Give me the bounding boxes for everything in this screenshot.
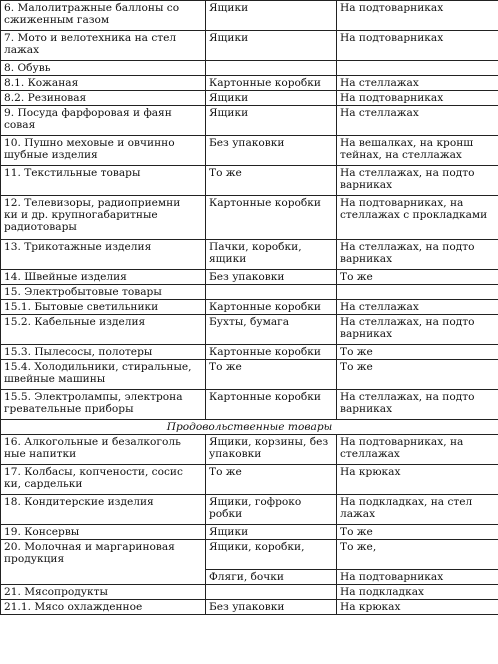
table-row xyxy=(1,435,498,465)
cell-storage-method: То же xyxy=(337,345,498,360)
cell-storage-method xyxy=(337,61,498,76)
cell-storage-method xyxy=(337,285,498,300)
table-row xyxy=(1,240,498,270)
table-row xyxy=(1,196,498,240)
table-row xyxy=(1,315,498,345)
cell-storage-method: На стеллажах, на подто варниках xyxy=(337,315,498,345)
cell-product-group: 15.5. Электролампы, электрона гревательные приборы xyxy=(1,390,206,420)
cell-product-group: 13. Трикотажные изделия xyxy=(1,240,206,270)
cell-packaging: Картонные коробки xyxy=(206,300,337,315)
cell-product-group: 21.1. Мясо охлажденное xyxy=(1,600,206,615)
storage-table-body xyxy=(1,1,498,615)
cell-product-group: 8. Обувь xyxy=(1,61,206,76)
table-row xyxy=(1,285,498,300)
cell-packaging: Ящики xyxy=(206,106,337,136)
cell-storage-method: На подтоварниках xyxy=(337,91,498,106)
cell-product-group: 6. Малолитражные баллоны со сжиженным газом xyxy=(1,1,206,31)
cell-packaging xyxy=(206,61,337,76)
cell-packaging: То же xyxy=(206,166,337,196)
cell-product-group: 10. Пушно меховые и овчинно шубные изделия xyxy=(1,136,206,166)
table-row xyxy=(1,585,498,600)
cell-storage-method: То же, xyxy=(337,540,498,570)
table-row xyxy=(1,360,498,390)
cell-storage-method: На стеллажах, на подто варниках xyxy=(337,166,498,196)
cell-product-group: 7. Мото и велотехника на стел лажах xyxy=(1,31,206,61)
cell-storage-method: То же xyxy=(337,270,498,285)
cell-packaging: Бухты, бумага xyxy=(206,315,337,345)
table-row xyxy=(1,270,498,285)
table-row xyxy=(1,31,498,61)
cell-storage-method: На крюках xyxy=(337,600,498,615)
cell-product-group: 20. Молочная и маргариновая продукция xyxy=(1,540,206,585)
cell-storage-method: На подтоварниках, на стеллажах xyxy=(337,435,498,465)
cell-product-group: 15.3. Пылесосы, полотеры xyxy=(1,345,206,360)
cell-packaging: Без упаковки xyxy=(206,600,337,615)
cell-packaging xyxy=(206,285,337,300)
table-row xyxy=(1,91,498,106)
cell-product-group: 18. Кондитерские изделия xyxy=(1,495,206,525)
cell-packaging: Ящики, коробки, xyxy=(206,540,337,570)
cell-storage-method: На подкладках, на стел лажах xyxy=(337,495,498,525)
table-row xyxy=(1,61,498,76)
table-row xyxy=(1,76,498,91)
table-row xyxy=(1,525,498,540)
cell-product-group: 8.1. Кожаная xyxy=(1,76,206,91)
cell-product-group: 16. Алкогольные и безалкоголь ные напитки xyxy=(1,435,206,465)
cell-product-group: 17. Колбасы, копчености, сосис ки, сардельки xyxy=(1,465,206,495)
cell-product-group: 12. Телевизоры, радиоприемни ки и др. крупногабаритные радиотовары xyxy=(1,196,206,240)
cell-storage-method: На крюках xyxy=(337,465,498,495)
table-row xyxy=(1,600,498,615)
cell-packaging: Фляги, бочки xyxy=(206,570,337,585)
table-row xyxy=(1,106,498,136)
cell-packaging: Ящики xyxy=(206,525,337,540)
cell-packaging: То же xyxy=(206,465,337,495)
cell-packaging: Ящики xyxy=(206,91,337,106)
cell-packaging: Картонные коробки xyxy=(206,390,337,420)
cell-packaging: Картонные коробки xyxy=(206,196,337,240)
cell-packaging: Картонные коробки xyxy=(206,76,337,91)
section-heading: Продовольственные товары xyxy=(1,420,498,435)
table-row xyxy=(1,1,498,31)
cell-packaging: Ящики, гофроко робки xyxy=(206,495,337,525)
cell-storage-method: То же xyxy=(337,525,498,540)
cell-storage-method: На вешалках, на кронш тейнах, на стеллажах xyxy=(337,136,498,166)
cell-storage-method: На стеллажах xyxy=(337,300,498,315)
table-row xyxy=(1,300,498,315)
cell-product-group: 15.4. Холодильники, стиральные, швейные машины xyxy=(1,360,206,390)
cell-storage-method: На стеллажах xyxy=(337,106,498,136)
cell-storage-method: На подтоварниках, на стеллажах с прокладками xyxy=(337,196,498,240)
cell-product-group: 15.1. Бытовые светильники xyxy=(1,300,206,315)
cell-product-group: 21. Мясопродукты xyxy=(1,585,206,600)
cell-packaging: Без упаковки xyxy=(206,136,337,166)
table-row xyxy=(1,540,498,570)
cell-packaging xyxy=(206,585,337,600)
cell-packaging: Картонные коробки xyxy=(206,345,337,360)
cell-storage-method: На подтоварниках xyxy=(337,570,498,585)
table-row xyxy=(1,345,498,360)
table-row xyxy=(1,495,498,525)
cell-packaging: Без упаковки xyxy=(206,270,337,285)
cell-product-group: 8.2. Резиновая xyxy=(1,91,206,106)
cell-storage-method: На стеллажах, на подто варниках xyxy=(337,390,498,420)
table-row xyxy=(1,465,498,495)
cell-product-group: 9. Посуда фарфоровая и фаян совая xyxy=(1,106,206,136)
cell-storage-method: На стеллажах xyxy=(337,76,498,91)
cell-packaging: Ящики xyxy=(206,31,337,61)
table-row xyxy=(1,166,498,196)
cell-storage-method: На стеллажах, на подто варниках xyxy=(337,240,498,270)
cell-product-group: 15.2. Кабельные изделия xyxy=(1,315,206,345)
cell-packaging: То же xyxy=(206,360,337,390)
cell-storage-method: На подтоварниках xyxy=(337,1,498,31)
table-row xyxy=(1,390,498,420)
table-row xyxy=(1,136,498,166)
cell-product-group: 14. Швейные изделия xyxy=(1,270,206,285)
cell-packaging: Пачки, коробки, ящики xyxy=(206,240,337,270)
cell-product-group: 15. Электробытовые товары xyxy=(1,285,206,300)
cell-product-group: 11. Текстильные товары xyxy=(1,166,206,196)
cell-storage-method: На подкладках xyxy=(337,585,498,600)
cell-product-group: 19. Консервы xyxy=(1,525,206,540)
cell-storage-method: То же xyxy=(337,360,498,390)
cell-packaging: Ящики xyxy=(206,1,337,31)
cell-storage-method: На подтоварниках xyxy=(337,31,498,61)
cell-packaging: Ящики, корзины, без упаковки xyxy=(206,435,337,465)
section-row xyxy=(1,420,498,435)
